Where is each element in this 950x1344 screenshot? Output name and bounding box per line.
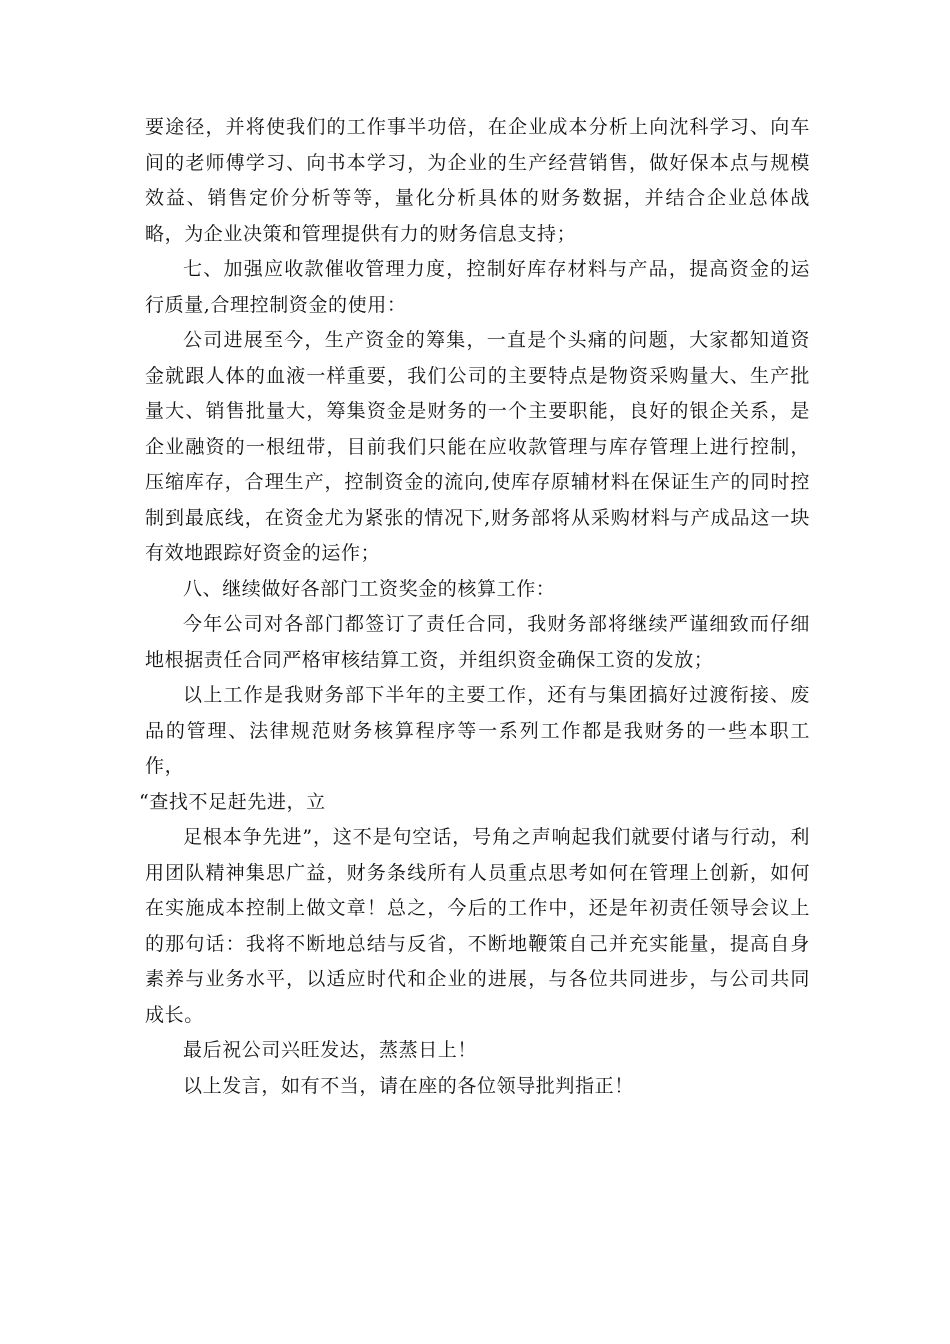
paragraph-section-eight-heading: 八、继续做好各部门工资奖金的核算工作： xyxy=(183,577,556,600)
paragraph-capital-management: 公司进展至今，生产资金的筹集，一直是个头痛的问题，大家都知道资金就跟人体的血液一样重要，我们公司的主要特点是物资采购量大、生产批量大、销售批量大，筹集资金是财务的一个主要职能，良好的银企关系，是企业融资的一根纽带，目前我们只能在应收款管理与库存管理上进行控制，压缩库存，合理生产，控制资金的流向,使库存原辅材料在保证生产的同时控制到最底线，在资金尤为紧张的情况下,财务部将从采购材料与产成品这一块有效地跟踪好资金的运作； xyxy=(145,329,810,564)
paragraph-closing: 以上发言，如有不当，请在座的各位领导批判指正！ xyxy=(183,1074,634,1097)
paragraph-conclusion: 足根本争先进”，这不是句空话，号角之声响起我们就要付诸与行动，利用团队精神集思广益，财务条线所有人员重点思考如何在管理上创新，如何在实施成本控制上做文章！总之，今后的工作中，还是年初责任领导会议上的那句话：我将不断地总结与反省，不断地鞭策自己并充实能量，提高自身素养与业务水平，以适应时代和企业的进展，与各位共同进步，与公司共同成长。 xyxy=(145,826,810,1026)
paragraph-section-seven-heading: 七、加强应收款催收管理力度，控制好库存材料与产品，提高资金的运行质量,合理控制资金的使用： xyxy=(145,258,810,316)
paragraph-responsibility-contract: 今年公司对各部门都签订了责任合同，我财务部将继续严谨细致而仔细地根据责任合同严格审核结算工资，并组织资金确保工资的发放； xyxy=(145,613,810,671)
paragraph-continuation: 要途径，并将使我们的工作事半功倍，在企业成本分析上向沈科学习、向车间的老师傅学习、向书本学习，为企业的生产经营销售，做好保本点与规模效益、销售定价分析等等，量化分析具体的财务数据，并结合企业总体战略，为企业决策和管理提供有力的财务信息支持； xyxy=(145,116,810,245)
paragraph-quote-fragment: “查找不足赶先进，立 xyxy=(139,790,326,813)
paragraph-second-half-work: 以上工作是我财务部下半年的主要工作，还有与集团搞好过渡衔接、废品的管理、法律规范财务核算程序等一系列工作都是我财务的一些本职工作， xyxy=(145,684,810,777)
document-body xyxy=(139,110,810,1104)
paragraph-blessing: 最后祝公司兴旺发达，蒸蒸日上！ xyxy=(183,1039,478,1061)
